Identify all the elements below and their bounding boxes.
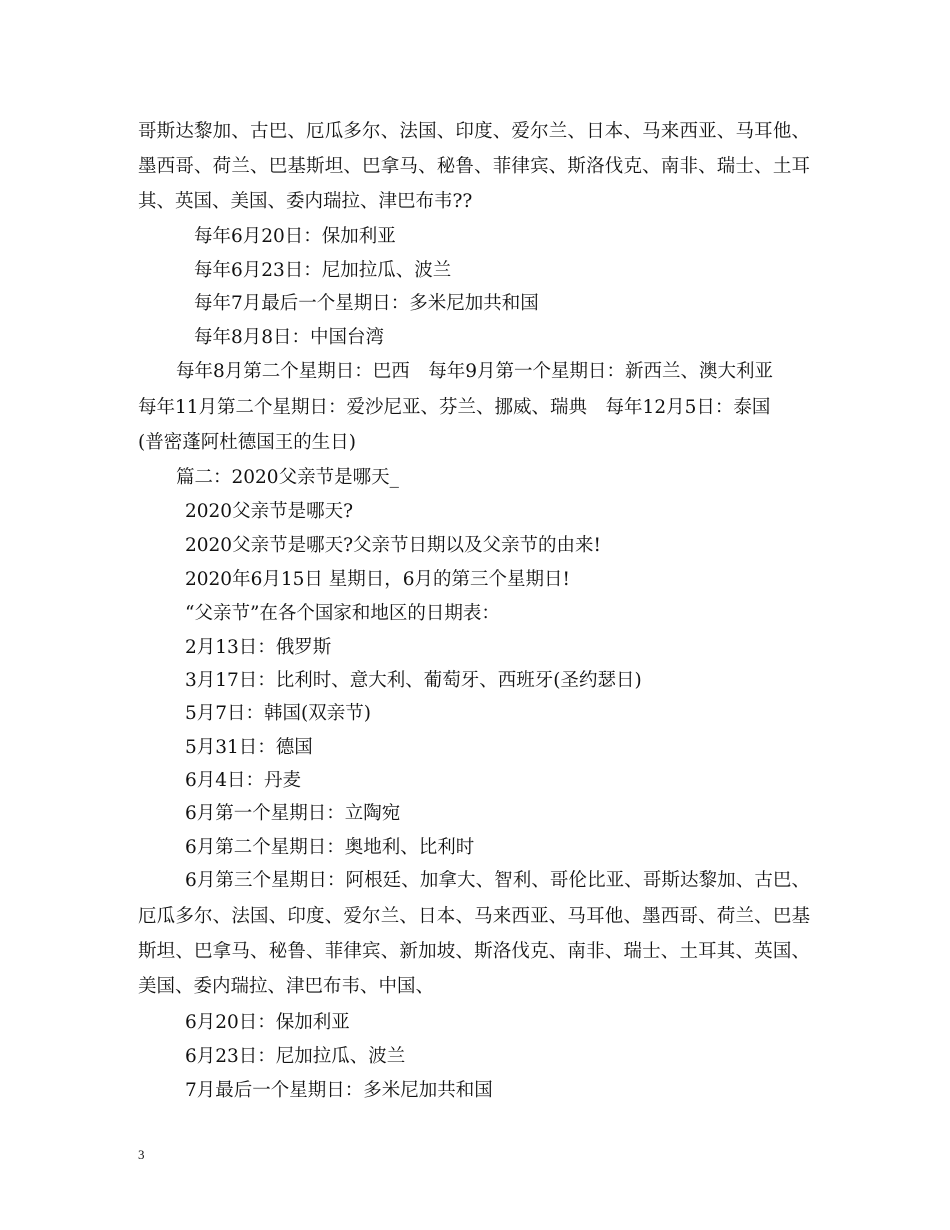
text-line: 3月17日：比利时、意大利、葡萄牙、西班牙(圣约瑟日)	[185, 670, 642, 691]
text-line: 7月最后一个星期日：多米尼加共和国	[185, 1080, 493, 1101]
text-line: (普密蓬阿杜德国王的生日)	[138, 432, 356, 453]
text-line: 哥斯达黎加、古巴、厄瓜多尔、法国、印度、爱尔兰、日本、马来西亚、马耳他、	[138, 121, 810, 142]
text-line: 6月第二个星期日：奥地利、比利时	[185, 837, 475, 858]
text-line: 6月20日：保加利亚	[185, 1012, 350, 1033]
text-line: 其、英国、美国、委内瑞拉、津巴布韦??	[138, 191, 473, 212]
text-line: 2020父亲节是哪天?父亲节日期以及父亲节的由来!	[185, 535, 601, 556]
text-line: 每年8月第二个星期日：巴西 每年9月第一个星期日：新西兰、澳大利亚	[176, 361, 774, 382]
section-heading: 篇二：2020父亲节是哪天_	[176, 467, 399, 488]
text-line: 5月7日：韩国(双亲节)	[185, 703, 371, 724]
text-line: 6月第三个星期日：阿根廷、加拿大、智利、哥伦比亚、哥斯达黎加、古巴、	[185, 870, 810, 891]
text-line: 6月第一个星期日：立陶宛	[185, 803, 401, 824]
text-line: 6月23日：尼加拉瓜、波兰	[185, 1046, 406, 1067]
text-line: 2月13日：俄罗斯	[185, 637, 332, 658]
text-line: 美国、委内瑞拉、津巴布韦、中国、	[138, 976, 435, 997]
text-line: 6月4日：丹麦	[185, 770, 302, 791]
text-line: 每年8月8日：中国台湾	[194, 327, 385, 348]
text-line: 墨西哥、荷兰、巴基斯坦、巴拿马、秘鲁、菲律宾、斯洛伐克、南非、瑞士、土耳	[138, 156, 810, 177]
text-line: 5月31日：德国	[185, 737, 313, 758]
text-line: 每年6月23日：尼加拉瓜、波兰	[194, 260, 452, 281]
text-line: 每年7月最后一个星期日：多米尼加共和国	[194, 293, 539, 314]
text-line: “父亲节”在各个国家和地区的日期表：	[185, 603, 500, 624]
text-line: 每年6月20日：保加利亚	[194, 226, 396, 247]
text-line: 厄瓜多尔、法国、印度、爱尔兰、日本、马来西亚、马耳他、墨西哥、荷兰、巴基	[138, 906, 810, 927]
page-number: 3	[138, 1147, 145, 1162]
text-line: 每年11月第二个星期日：爱沙尼亚、芬兰、挪威、瑞典 每年12月5日：泰国	[138, 397, 771, 418]
text-line: 2020年6月15日 星期日，6月的第三个星期日!	[185, 569, 570, 590]
text-line: 斯坦、巴拿马、秘鲁、菲律宾、新加坡、斯洛伐克、南非、瑞士、土耳其、英国、	[138, 941, 810, 962]
text-line: 2020父亲节是哪天?	[185, 501, 354, 522]
